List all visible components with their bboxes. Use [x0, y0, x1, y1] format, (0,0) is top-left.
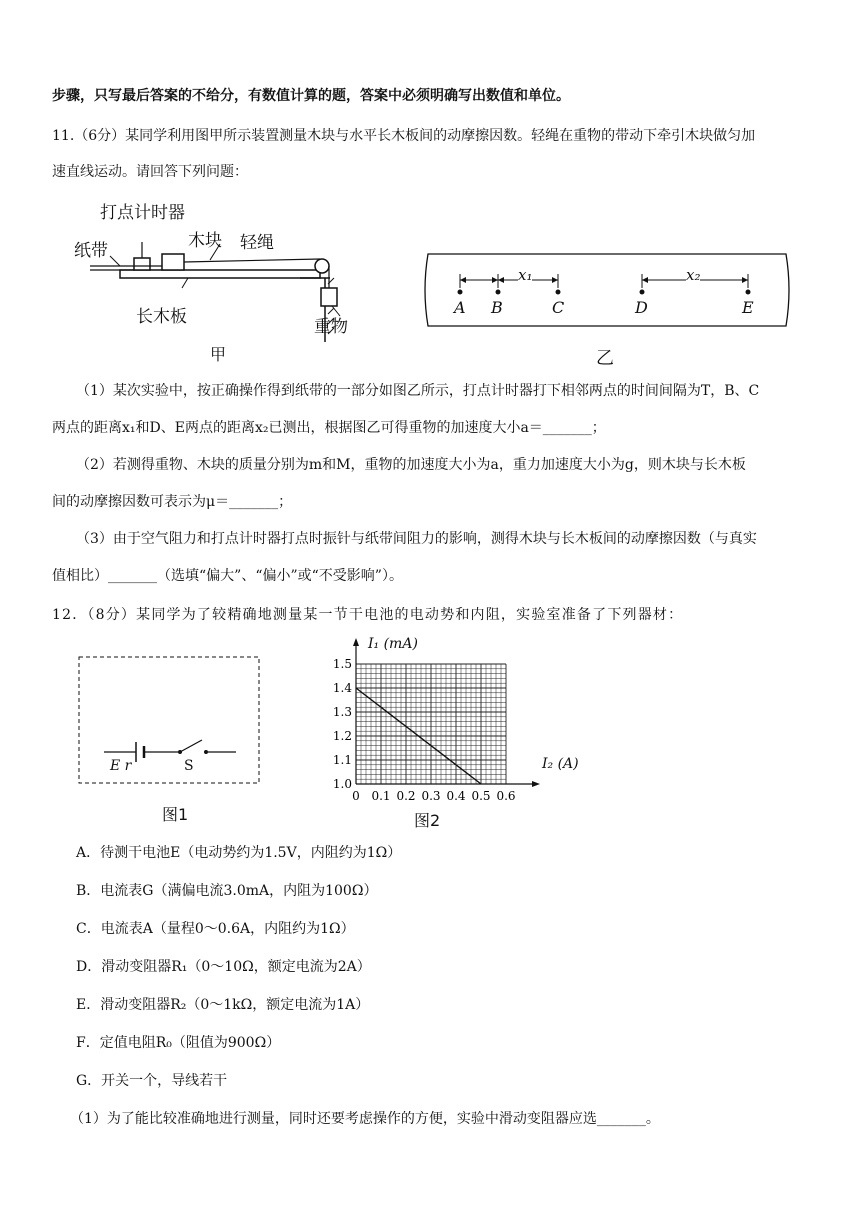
y-tick-label: 1.1: [332, 753, 352, 767]
caption-yi: 乙: [596, 348, 614, 369]
point-b: B: [491, 298, 503, 317]
y-tick-label: 1.5: [332, 657, 352, 671]
q11-p2-line2: 间的动摩擦因数可表示为μ＝_______；: [52, 494, 293, 510]
current-chart: [330, 632, 610, 812]
x-tick-label: 0.6: [496, 789, 516, 803]
label-board: 长木板: [136, 307, 187, 327]
y-tick-label: 1.0: [332, 777, 352, 791]
label-x1: x₁: [518, 266, 533, 284]
q12-p1: （1）为了能比较准确地进行测量，同时还要考虑操作的方便，实验中滑动变阻器应选_______。: [70, 1111, 660, 1127]
q11-p1-line2: 两点的距离x₁和D、E两点的距离x₂已测出，根据图乙可得重物的加速度大小a＝_______；: [52, 420, 606, 436]
x-tick-label: 0.5: [471, 789, 491, 803]
figure-yi: [424, 252, 794, 367]
figure-2: [330, 632, 610, 832]
q11-p2-line1: （2）若测得重物、木块的质量分别为m和M，重物的加速度大小为a，重力加速度大小为g，则木块与长木板: [76, 457, 746, 473]
label-tape: 纸带: [74, 241, 108, 261]
y-tick-label: 1.2: [332, 729, 352, 743]
item-e: E．滑动变阻器R₂（0～1kΩ，额定电流为1A）: [76, 997, 370, 1013]
point-c: C: [552, 298, 565, 317]
header-note: 步骤，只写最后答案的不给分，有数值计算的题，答案中必须明确写出数值和单位。: [52, 88, 570, 104]
label-timer: 打点计时器: [100, 203, 185, 223]
label-rope: 轻绳: [240, 233, 274, 253]
figure-jia: [70, 192, 370, 362]
q11-p1-line1: （1）某次实验中，按正确操作得到纸带的一部分如图乙所示，打点计时器打下相邻两点的时间间隔为T，B、C: [76, 383, 760, 399]
item-c: C．电流表A（量程0～0.6A，内阻约为1Ω）: [76, 921, 355, 937]
item-f: F．定值电阻R₀（阻值为900Ω）: [76, 1035, 281, 1051]
chart-xlabel: I₂ (A): [542, 756, 579, 772]
q12-stem: 12．（8分）某同学为了较精确地测量某一节干电池的电动势和内阻，实验室准备了下列器材：: [52, 607, 684, 623]
point-a: A: [454, 298, 466, 317]
caption-fig2: 图2: [414, 811, 441, 830]
x-tick-label: 0.1: [371, 789, 391, 803]
chart-ylabel: I₁ (mA): [368, 636, 418, 652]
y-tick-label: 1.3: [332, 705, 352, 719]
item-g: G．开关一个，导线若干: [76, 1073, 228, 1089]
item-a: A．待测干电池E（电动势约为1.5V，内阻约为1Ω）: [76, 845, 402, 861]
item-b: B．电流表G（满偏电流3.0mA，内阻为100Ω）: [76, 883, 378, 899]
caption-jia: 甲: [210, 345, 227, 364]
point-d: D: [635, 298, 648, 317]
label-x2: x₂: [686, 266, 701, 284]
label-switch: S: [184, 758, 194, 774]
y-axis-arrow: [353, 638, 359, 646]
q11-p3-line1: （3）由于空气阻力和打点计时器打点时振针与纸带间阻力的影响，测得木块与长木板间的动摩擦因数（与真实: [76, 531, 757, 547]
figure-1: [78, 656, 262, 828]
x-axis-arrow: [532, 781, 540, 787]
point-e: E: [742, 298, 754, 317]
label-weight: 重物: [314, 317, 348, 337]
x-tick-label: 0.2: [396, 789, 416, 803]
x-tick-label: 0.4: [446, 789, 466, 803]
q11-p3-line2: 值相比）_______（选填“偏大”、“偏小”或“不受影响”）。: [52, 568, 403, 584]
label-battery: E r: [110, 758, 132, 774]
x-tick-label: 0.3: [421, 789, 441, 803]
circuit-diagram: [78, 656, 262, 786]
label-block: 木块: [188, 231, 222, 251]
q11-stem-line1: 11.（6分）某同学利用图甲所示装置测量木块与水平长木板间的动摩擦因数。轻绳在重物的带动下牵引木块做匀加: [52, 128, 756, 144]
q11-stem-line2: 速直线运动。请回答下列问题：: [52, 164, 248, 180]
tape-diagram: [424, 252, 794, 332]
y-tick-label: 1.4: [332, 681, 352, 695]
item-d: D．滑动变阻器R₁（0～10Ω，额定电流为2A）: [76, 959, 371, 975]
x-tick-label: 0: [352, 789, 360, 803]
caption-fig1: 图1: [162, 805, 189, 824]
